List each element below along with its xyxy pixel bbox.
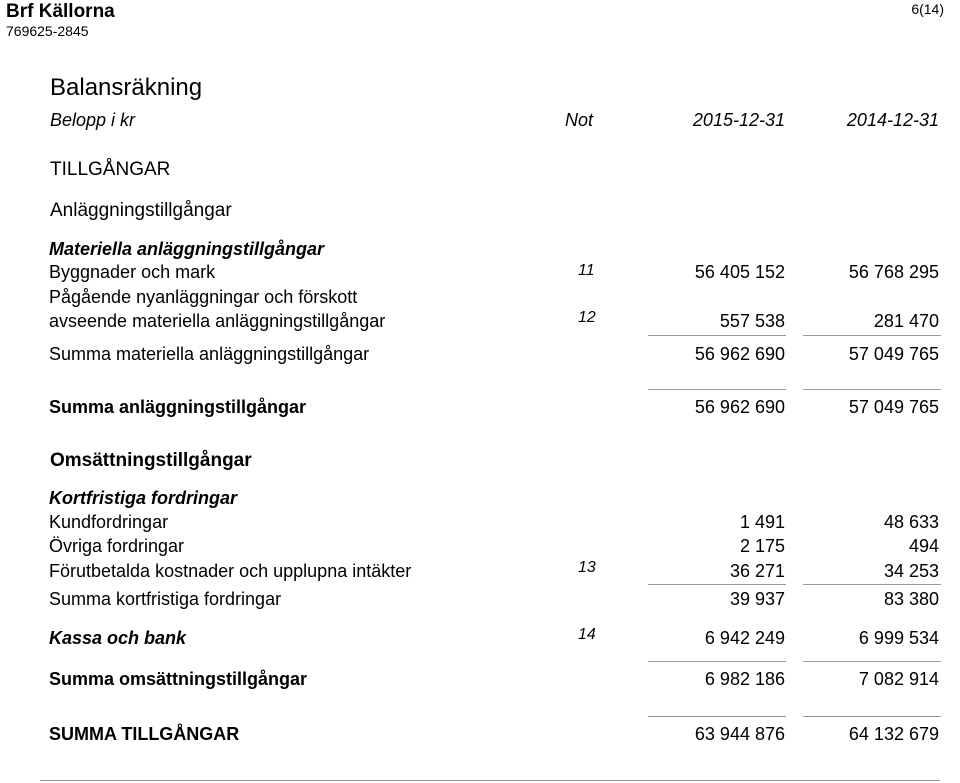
- row-label: Summa omsättningstillgångar: [49, 669, 308, 689]
- row-label-line2: avseende materiella anläggningstillgångar: [49, 311, 386, 331]
- row-current-value: 56 962 690: [694, 344, 785, 364]
- row-label: Summa kortfristiga fordringar: [49, 589, 282, 609]
- column-header-note: Not: [565, 110, 594, 130]
- row-previous-value: 494: [908, 536, 939, 556]
- row-current-value: 2 175: [739, 536, 785, 556]
- row-previous-value: 64 132 679: [848, 724, 939, 744]
- row-current-value: 39 937: [729, 589, 785, 609]
- row-label: Summa materiella anläggningstillgångar: [49, 344, 370, 364]
- row-previous-value: 6 999 534: [858, 628, 939, 648]
- fixed-assets-heading: Anläggningstillgångar: [50, 200, 232, 221]
- row-label: Förutbetalda kostnader och upplupna intäkter: [49, 561, 412, 581]
- row-previous-value: 281 470: [873, 311, 939, 331]
- assets-heading: TILLGÅNGAR: [50, 159, 171, 180]
- row-label: Byggnader och mark: [49, 262, 216, 282]
- tangible-assets-heading: Materiella anläggningstillgångar: [49, 239, 325, 259]
- row-note: 11: [578, 262, 595, 279]
- column-header-amount: Belopp i kr: [50, 110, 136, 130]
- row-note: 12: [578, 309, 596, 326]
- row-label: Övriga fordringar: [49, 536, 185, 556]
- row-label: SUMMA TILLGÅNGAR: [49, 724, 240, 744]
- row-previous-value: 7 082 914: [858, 669, 939, 689]
- row-current-value: 557 538: [719, 311, 785, 331]
- subtotal-rule: [803, 335, 941, 336]
- row-current-value: 56 405 152: [694, 262, 785, 282]
- row-previous-value: 48 633: [883, 512, 939, 532]
- subtotal-rule: [803, 389, 941, 390]
- row-label: Summa anläggningstillgångar: [49, 397, 307, 417]
- organization-name: Brf Källorna: [6, 1, 115, 22]
- page-bottom-rule: [40, 780, 940, 781]
- subtotal-rule: [803, 661, 941, 662]
- column-header-current-year: 2015-12-31: [692, 110, 785, 130]
- subtotal-rule: [648, 584, 786, 585]
- row-note: 13: [578, 559, 596, 576]
- total-rule: [648, 716, 786, 717]
- current-assets-heading: Omsättningstillgångar: [50, 450, 252, 471]
- page-title: Balansräkning: [50, 74, 203, 101]
- row-current-value: 56 962 690: [694, 397, 785, 417]
- row-previous-value: 56 768 295: [848, 262, 939, 282]
- subtotal-rule: [648, 389, 786, 390]
- row-current-value: 6 982 186: [704, 669, 785, 689]
- subtotal-rule: [648, 661, 786, 662]
- row-previous-value: 34 253: [883, 561, 939, 581]
- row-current-value: 6 942 249: [704, 628, 785, 648]
- page-number: 6(14): [911, 1, 944, 17]
- total-rule: [803, 716, 941, 717]
- row-previous-value: 83 380: [883, 589, 939, 609]
- receivables-heading: Kortfristiga fordringar: [49, 488, 238, 508]
- organization-number: 769625-2845: [6, 23, 89, 39]
- column-header-previous-year: 2014-12-31: [846, 110, 939, 130]
- row-label: Kassa och bank: [49, 628, 187, 648]
- row-current-value: 36 271: [729, 561, 785, 581]
- row-label-line1: Pågående nyanläggningar och förskott: [49, 287, 358, 307]
- row-previous-value: 57 049 765: [848, 397, 939, 417]
- row-current-value: 63 944 876: [694, 724, 785, 744]
- row-current-value: 1 491: [739, 512, 785, 532]
- subtotal-rule: [803, 584, 941, 585]
- row-previous-value: 57 049 765: [848, 344, 939, 364]
- row-note: 14: [578, 626, 596, 643]
- subtotal-rule: [648, 335, 786, 336]
- row-label: Kundfordringar: [49, 512, 169, 532]
